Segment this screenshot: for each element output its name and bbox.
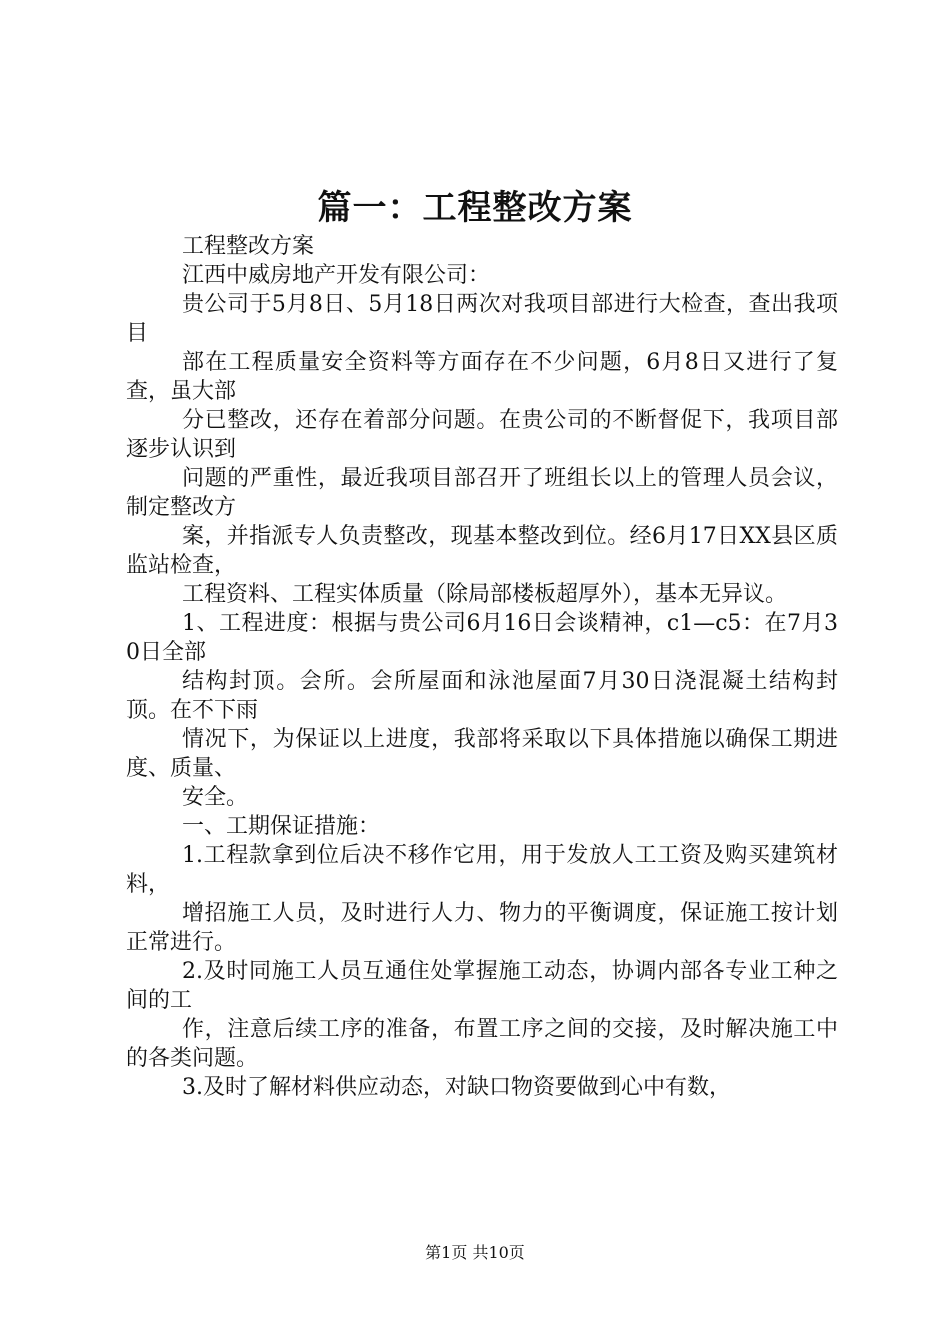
paragraph: 结构封顶。会所。会所屋面和泳池屋面7月30日浇混凝土结构封顶。在不下雨 bbox=[126, 669, 838, 723]
paragraph: 2.及时同施工人员互通住处掌握施工动态，协调内部各专业工种之间的工 bbox=[126, 959, 838, 1013]
paragraph: 作，注意后续工序的准备，布置工序之间的交接，及时解决施工中的各类问题。 bbox=[126, 1017, 838, 1071]
page-number-footer: 第1页 共10页 bbox=[425, 1243, 525, 1262]
paragraph: 案，并指派专人负责整改，现基本整改到位。经6月17日XX县区质监站检查， bbox=[126, 524, 838, 578]
paragraph: 工程整改方案 bbox=[182, 234, 315, 259]
paragraph: 增招施工人员，及时进行人力、物力的平衡调度，保证施工按计划正常进行。 bbox=[126, 901, 838, 955]
paragraph: 部在工程质量安全资料等方面存在不少问题，6月8日又进行了复查，虽大部 bbox=[126, 350, 838, 404]
paragraph: 江西中威房地产开发有限公司： bbox=[182, 263, 491, 288]
paragraph: 贵公司于5月8日、5月18日两次对我项目部进行大检查，查出我项目 bbox=[126, 292, 838, 346]
document-body bbox=[126, 232, 838, 1102]
paragraph: 工程资料、工程实体质量（除局部楼板超厚外），基本无异议。 bbox=[182, 582, 788, 607]
paragraph: 安全。 bbox=[182, 785, 249, 810]
paragraph: 分已整改，还存在着部分问题。在贵公司的不断督促下，我项目部逐步认识到 bbox=[126, 408, 838, 462]
paragraph: 情况下，为保证以上进度，我部将采取以下具体措施以确保工期进度、质量、 bbox=[126, 727, 838, 781]
paragraph: 一、工期保证措施： bbox=[182, 814, 381, 839]
document-title: 篇一：工程整改方案 bbox=[317, 188, 633, 228]
paragraph: 1.工程款拿到位后决不移作它用，用于发放人工工资及购买建筑材料， bbox=[126, 843, 838, 897]
paragraph: 3.及时了解材料供应动态，对缺口物资要做到心中有数， bbox=[182, 1075, 731, 1100]
paragraph: 问题的严重性，最近我项目部召开了班组长以上的管理人员会议，制定整改方 bbox=[126, 466, 838, 520]
paragraph: 1、工程进度：根据与贵公司6月16日会谈精神，c1—c5：在7月30日全部 bbox=[126, 611, 838, 665]
